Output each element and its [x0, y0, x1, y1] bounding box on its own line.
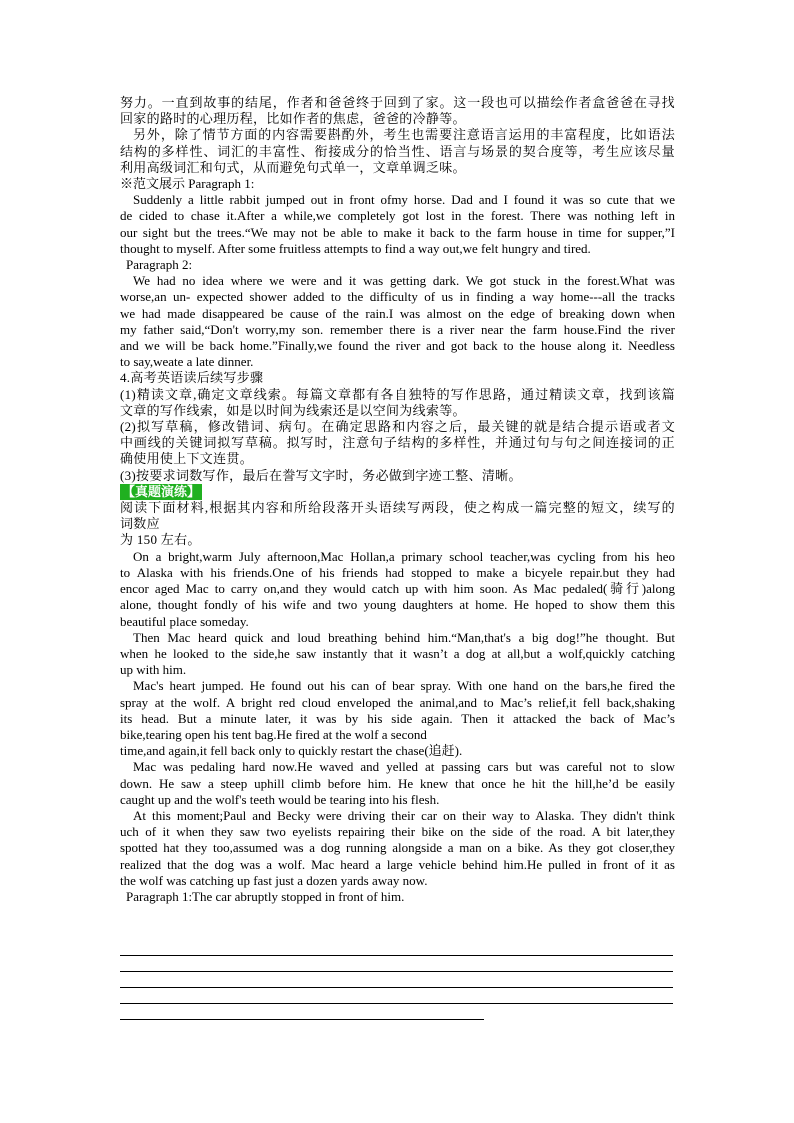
text-line: up with him. — [120, 662, 187, 678]
sample-paragraph-2 — [120, 257, 675, 370]
answer-line[interactable] — [120, 955, 673, 956]
text-line: down. He saw a steep uphill climb before him. He knew that once he hit the hill,he’d be easily — [120, 775, 675, 791]
text-line: (1)精读文章,确定文章线索。每篇文章都有各自独特的写作思路，通过精读文章，找到该篇 — [120, 386, 675, 402]
text-line: 结构的多样性、词汇的丰富性、衔接成分的恰当性、语言与场景的契合度等，考生应该尽量 — [120, 143, 675, 159]
intro-section — [120, 95, 675, 192]
paragraph-label: Paragraph 2: — [126, 257, 193, 273]
sample-paragraph-1 — [120, 192, 675, 257]
section-tag-line — [120, 484, 675, 500]
text-line: our sight but the trees.“We may not be able to make it back to the farm house in time for supper,”I — [120, 224, 675, 240]
text-line: 文章的写作线索，如是以时间为线索还是以空间为线索等。 — [120, 402, 466, 418]
text-line: Mac's heart jumped. He found out his can of bear spray. With one hand on the bars,he fired the — [133, 678, 675, 694]
section-tag: 【真题演练】 — [122, 483, 201, 499]
text-line: 为 150 左右。 — [120, 532, 201, 548]
text-line: the wolf was catching up fast just a dozen yards away now. — [120, 872, 428, 888]
answer-line[interactable] — [120, 971, 673, 972]
text-line: 中画线的关键词拟写草稿。拟写时，注意句子结构的多样性，并通过句与句之间连接词的正 — [120, 435, 675, 451]
text-line: Then Mac heard quick and loud breathing behind him.“Man,that's a big dog!”he thought. But — [133, 629, 675, 645]
text-line: to say,weate a late dinner. — [120, 354, 254, 370]
answer-line[interactable] — [120, 1003, 673, 1004]
answer-line[interactable] — [120, 987, 673, 988]
steps-section — [120, 370, 675, 483]
text-line: time,and again,it fell back only to quickly restart the chase(追赶). — [120, 743, 463, 759]
text-line: encor aged Mac to carry on,and they would catch up with him soon. As Mac pedaled(骑行)along — [120, 581, 675, 597]
text-line: uch of it when they saw two eyelists repairing their bike on the side of the road. A bit later,they — [120, 824, 675, 840]
section-heading: ※范文展示 Paragraph 1: — [120, 176, 255, 192]
text-line: worse,an un- expected shower added to the difficulty of us in finding a way home---all the tracks — [120, 289, 675, 305]
text-line: Suddenly a little rabbit jumped out in front ofmy horse. Dad and I found it was so cute that we — [133, 192, 675, 208]
text-line: spray at the wolf. A bright red cloud enveloped the animal,and to Mac’s relief,it fell back,shaking — [120, 694, 675, 710]
text-line: Mac was pedaling hard now.He waved and yelled at passing cars but was careful not to slow — [133, 759, 675, 775]
text-line: caught up and the wolf's teeth would be tearing into his flesh. — [120, 791, 440, 807]
text-line: (3)按要求词数写作，最后在誊写文字时，务必做到字迹工整、清晰。 — [120, 467, 522, 483]
text-line: 另外，除了情节方面的内容需要斟酌外，考生也需要注意语言运用的丰富程度，比如语法 — [133, 127, 675, 143]
task-instructions — [120, 500, 675, 549]
text-line: thought to myself. After some fruitless attempts to find a way out,we felt hungry and tired. — [120, 240, 591, 256]
text-line: and we will be back home.”Finally,we found the river and got back to the house along it. Needless — [120, 338, 675, 354]
text-line: 利用高级词汇和句式，从而避免句式单一，文章单调乏味。 — [120, 159, 466, 175]
text-line: 回家的路时的心理历程，比如作者的焦虑，爸爸的冷静等。 — [120, 111, 466, 127]
text-line: realized that the dog was a wolf. Mac heard a large vehicle behind him.He pulled in front of it as — [120, 856, 675, 872]
text-line: to Alaska with his friends.One of his friends had stopped to make a bicyele repair.but they had — [120, 564, 675, 580]
text-line: (2)拟写草稿，修改错词、病句。在确定思路和内容之后，最关键的就是结合提示语或者文 — [120, 419, 675, 435]
text-line: 确使用使上下文连贯。 — [120, 451, 254, 467]
text-line: Paragraph 1:The car abruptly stopped in front of him. — [126, 888, 405, 904]
text-line: At this moment;Paul and Becky were driving their car on their way to Alaska. They didn't think — [133, 807, 675, 823]
section-heading: 4.高考英语读后续写步骤 — [120, 370, 264, 386]
text-line: On a bright,warm July afternoon,Mac Hollan,a primary school teacher,was cycling from his heo — [133, 548, 675, 564]
text-line: de cided to chase it.After a while,we completely got lost in the forest. There was nothing left in — [120, 208, 675, 224]
story-passage — [120, 549, 675, 905]
text-line: bike,tearing open his tent bag.He fired at the wolf a second — [120, 726, 427, 742]
text-line: 努力。一直到故事的结尾，作者和爸爸终于回到了家。这一段也可以描绘作者盒爸爸在寻找 — [120, 95, 675, 110]
text-line: We had no idea where we were and it was getting dark. We got stuck in the forest.What was — [133, 273, 675, 289]
text-line: its head. But a minute later, it was by his side again. Then it attacked the back of Mac’s — [120, 710, 675, 726]
text-line: 阅读下面材料,根据其内容和所给段落开头语续写两段，使之构成一篇完整的短文，续写的 — [120, 500, 675, 516]
text-line: when he looked to the side,he saw instantly that it wasn’t a dog at all,but a wolf,quickly catching — [120, 645, 675, 661]
text-line: beautiful place someday. — [120, 613, 249, 629]
document-page — [120, 95, 675, 905]
text-line: 词数应 — [120, 516, 160, 532]
text-line: spotted hat they too,assumed was a dog running alongside a man on a bike. As they got closer,they — [120, 840, 675, 856]
text-line: we had made disappeared be cause of the rain.I was almost on the edge of breaking down when — [120, 305, 675, 321]
answer-line[interactable] — [120, 1019, 484, 1020]
text-line: my father said,“Don't worry,my son. remember there is a river near the farm house.Find the river — [120, 321, 675, 337]
text-line: alone, thought fondly of his wife and two young daughters at home. He hoped to show them this — [120, 597, 675, 613]
